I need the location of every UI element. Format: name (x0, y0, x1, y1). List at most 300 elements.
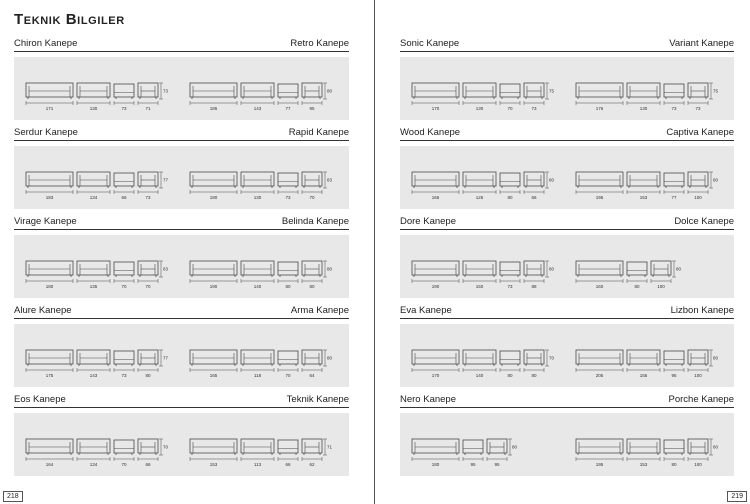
width-label: 73 (507, 284, 513, 289)
furniture-sofa2-icon (77, 261, 110, 277)
product-name-left: Serdur Kanepe (14, 127, 78, 138)
product-name-right: Rapid Kanepe (288, 127, 349, 138)
furniture-sofa2-icon (463, 172, 496, 188)
height-label: 80 (549, 177, 555, 183)
furniture-sofa2-icon (241, 83, 274, 99)
furniture-sofa3-icon (190, 439, 237, 455)
width-label: 70 (121, 284, 127, 289)
furniture-outline (241, 261, 274, 275)
furniture-outline (576, 439, 623, 453)
furniture-outline (278, 84, 298, 97)
furniture-chair-icon (664, 440, 684, 455)
furniture-outline (77, 172, 110, 186)
furniture-outline (412, 350, 459, 364)
width-label: 95 (671, 373, 677, 378)
dimension-panel (400, 413, 734, 476)
furniture-outline (664, 84, 684, 97)
furniture-arm-icon (138, 439, 158, 455)
dimension-panel (14, 57, 349, 120)
furniture-sofa2-icon (241, 172, 274, 188)
furniture-outline (500, 84, 520, 97)
furniture-chair-icon (664, 173, 684, 188)
section-header (400, 304, 734, 319)
width-label: 77 (285, 106, 291, 111)
furniture-chair-icon (463, 440, 483, 455)
furniture-sofa3-icon (190, 261, 237, 277)
product-name-left: Nero Kanepe (400, 394, 456, 405)
width-label: 80 (671, 462, 677, 467)
furniture-arm-icon (651, 261, 671, 277)
width-label: 170 (431, 373, 440, 378)
furniture-chair-icon (278, 173, 298, 188)
furniture-arm-icon (302, 83, 322, 99)
width-label: 130 (89, 106, 98, 111)
furniture-sofa3-icon (26, 439, 73, 455)
width-label: 70 (507, 106, 513, 111)
height-label: 80 (512, 444, 518, 450)
furniture-outline (77, 261, 110, 275)
furniture-outline (627, 439, 660, 453)
furniture-outline (114, 262, 134, 275)
width-label: 143 (253, 106, 262, 111)
furniture-outline (627, 262, 647, 275)
dimension-panel (14, 324, 349, 387)
section-header (14, 215, 349, 230)
section-header (14, 393, 349, 408)
width-label: 143 (89, 373, 98, 378)
furniture-chair-icon (114, 262, 134, 277)
height-label: 75 (713, 88, 719, 94)
furniture-outline (278, 262, 298, 275)
furniture-outline (463, 440, 483, 453)
furniture-outline (463, 172, 496, 186)
product-name-right: Variant Kanepe (669, 38, 734, 49)
furniture-arm-icon (138, 83, 158, 99)
furniture-chair-icon (278, 84, 298, 99)
product-name-right: Retro Kanepe (290, 38, 349, 49)
furniture-arm-icon (302, 439, 322, 455)
furniture-arm-icon (138, 350, 158, 366)
furniture-chair-icon (114, 84, 134, 99)
height-label: 80 (713, 177, 719, 183)
product-name-right: Lizbon Kanepe (670, 305, 734, 316)
dimension-drawing (14, 235, 349, 298)
section-header (400, 126, 734, 141)
width-label: 155 (639, 373, 648, 378)
dimension-panel (14, 235, 349, 298)
right-page (376, 0, 750, 504)
furniture-sofa3-icon (576, 172, 623, 188)
dimension-drawing (400, 57, 734, 120)
furniture-arm-icon (487, 439, 507, 455)
dimension-drawing (400, 146, 734, 209)
width-label: 64 (309, 373, 315, 378)
width-label: 130 (253, 195, 262, 200)
furniture-outline (664, 440, 684, 453)
height-label: 77 (163, 177, 169, 183)
furniture-outline (26, 439, 73, 453)
furniture-sofa3-icon (412, 172, 459, 188)
furniture-sofa3-icon (576, 439, 623, 455)
width-label: 165 (209, 373, 218, 378)
width-label: 100 (694, 373, 702, 378)
product-name-right: Teknik Kanepe (286, 394, 349, 405)
width-label: 70 (309, 195, 315, 200)
furniture-outline (241, 350, 274, 364)
furniture-outline (576, 261, 623, 275)
width-label: 140 (253, 284, 262, 289)
section-header (400, 393, 734, 408)
width-label: 170 (431, 106, 440, 111)
width-label: 153 (209, 462, 218, 467)
furniture-arm-icon (524, 172, 544, 188)
furniture-chair-icon (500, 173, 520, 188)
spec-section-1-3 (400, 304, 734, 387)
dimension-drawing (14, 57, 349, 120)
furniture-arm-icon (524, 261, 544, 277)
section-header (14, 126, 349, 141)
furniture-arm-icon (138, 261, 158, 277)
width-label: 190 (209, 284, 218, 289)
furniture-outline (576, 350, 623, 364)
section-header (14, 37, 349, 52)
furniture-outline (190, 350, 237, 364)
furniture-chair-icon (664, 84, 684, 99)
page-title: Teknik Bilgiler (14, 11, 125, 28)
furniture-sofa3-icon (26, 83, 73, 99)
width-label: 80 (309, 284, 315, 289)
width-label: 150 (475, 284, 484, 289)
furniture-sofa3-icon (26, 261, 73, 277)
furniture-sofa3-icon (576, 350, 623, 366)
furniture-outline (190, 261, 237, 275)
furniture-outline (190, 83, 237, 97)
spec-section-0-3 (14, 304, 349, 387)
product-name-left: Alure Kanepe (14, 305, 72, 316)
furniture-sofa2-icon (463, 350, 496, 366)
height-label: 70 (549, 355, 555, 361)
product-name-right: Porche Kanepe (668, 394, 734, 405)
furniture-outline (278, 440, 298, 453)
furniture-outline (278, 351, 298, 364)
width-label: 130 (475, 106, 484, 111)
furniture-sofa2-icon (627, 350, 660, 366)
width-label: 100 (694, 462, 702, 467)
page-divider (374, 0, 375, 504)
spec-section-1-0 (400, 37, 734, 120)
furniture-sofa3-icon (412, 350, 459, 366)
spec-section-1-2 (400, 215, 734, 298)
furniture-sofa2-icon (77, 172, 110, 188)
furniture-sofa3-icon (576, 261, 623, 277)
furniture-arm-icon (688, 350, 708, 366)
height-label: 75 (549, 88, 555, 94)
height-label: 71 (327, 444, 333, 450)
furniture-sofa2-icon (241, 350, 274, 366)
width-label: 95 (494, 462, 500, 467)
furniture-outline (77, 350, 110, 364)
width-label: 66 (145, 462, 151, 467)
width-label: 80 (634, 284, 640, 289)
product-name-left: Sonic Kanepe (400, 38, 460, 49)
width-label: 66 (285, 462, 291, 467)
spec-section-0-4 (14, 393, 349, 476)
furniture-sofa3-icon (412, 439, 459, 455)
width-label: 77 (671, 195, 677, 200)
width-label: 80 (507, 195, 513, 200)
furniture-sofa3-icon (412, 261, 459, 277)
dimension-drawing (14, 324, 349, 387)
section-header (400, 215, 734, 230)
furniture-sofa3-icon (412, 83, 459, 99)
furniture-chair-icon (114, 351, 134, 366)
furniture-outline (463, 261, 496, 275)
spec-section-0-2 (14, 215, 349, 298)
furniture-outline (190, 172, 237, 186)
spec-section-1-4 (400, 393, 734, 476)
width-label: 126 (475, 195, 484, 200)
width-label: 62 (309, 462, 315, 467)
furniture-sofa2-icon (77, 83, 110, 99)
furniture-outline (412, 172, 459, 186)
dimension-drawing (14, 146, 349, 209)
furniture-outline (664, 351, 684, 364)
furniture-outline (463, 350, 496, 364)
width-label: 195 (595, 195, 604, 200)
product-name-left: Dore Kanepe (400, 216, 456, 227)
width-label: 160 (595, 284, 604, 289)
width-label: 80 (285, 284, 291, 289)
product-name-left: Virage Kanepe (14, 216, 77, 227)
furniture-sofa2-icon (77, 350, 110, 366)
dimension-panel (14, 146, 349, 209)
width-label: 70 (145, 284, 151, 289)
height-label: 80 (713, 355, 719, 361)
dimension-panel (400, 57, 734, 120)
width-label: 66 (531, 195, 537, 200)
width-label: 180 (431, 462, 440, 467)
height-label: 80 (713, 444, 719, 450)
furniture-outline (26, 261, 73, 275)
furniture-outline (627, 350, 660, 364)
furniture-outline (576, 172, 623, 186)
furniture-sofa3-icon (26, 350, 73, 366)
furniture-chair-icon (114, 173, 134, 188)
dimension-drawing (400, 413, 734, 476)
dimension-panel (400, 146, 734, 209)
height-label: 80 (327, 355, 333, 361)
furniture-sofa3-icon (190, 83, 237, 99)
furniture-chair-icon (278, 351, 298, 366)
furniture-arm-icon (302, 350, 322, 366)
product-name-left: Eva Kanepe (400, 305, 452, 316)
left-page (0, 0, 374, 504)
furniture-arm-icon (688, 439, 708, 455)
page-number: 218 (3, 491, 23, 502)
width-label: 100 (657, 284, 665, 289)
furniture-outline (26, 172, 73, 186)
spec-section-0-0 (14, 37, 349, 120)
furniture-outline (627, 172, 660, 186)
width-label: 95 (470, 462, 476, 467)
width-label: 190 (431, 284, 440, 289)
width-label: 153 (639, 195, 648, 200)
width-label: 140 (475, 373, 484, 378)
height-label: 73 (163, 88, 169, 94)
furniture-outline (114, 84, 134, 97)
width-label: 171 (45, 106, 54, 111)
furniture-outline (576, 83, 623, 97)
furniture-arm-icon (302, 172, 322, 188)
furniture-outline (114, 440, 134, 453)
width-label: 80 (145, 373, 151, 378)
furniture-chair-icon (500, 262, 520, 277)
furniture-sofa3-icon (26, 172, 73, 188)
width-label: 88 (531, 284, 537, 289)
width-label: 73 (531, 106, 537, 111)
spec-section-0-1 (14, 126, 349, 209)
product-name-right: Dolce Kanepe (674, 216, 734, 227)
width-label: 134 (89, 462, 98, 467)
furniture-chair-icon (627, 262, 647, 277)
dimension-drawing (400, 235, 734, 298)
dimension-drawing (14, 413, 349, 476)
product-name-right: Captiva Kanepe (666, 127, 734, 138)
height-label: 80 (327, 88, 333, 94)
width-label: 176 (595, 106, 604, 111)
furniture-outline (412, 439, 459, 453)
furniture-outline (26, 83, 73, 97)
dimension-panel (14, 413, 349, 476)
furniture-outline (412, 261, 459, 275)
furniture-outline (627, 83, 660, 97)
furniture-outline (26, 350, 73, 364)
furniture-chair-icon (278, 262, 298, 277)
furniture-arm-icon (524, 83, 544, 99)
width-label: 73 (671, 106, 677, 111)
height-label: 83 (163, 266, 169, 272)
height-label: 80 (327, 266, 333, 272)
dimension-panel (400, 324, 734, 387)
furniture-sofa2-icon (627, 83, 660, 99)
width-label: 205 (595, 373, 604, 378)
furniture-chair-icon (500, 351, 520, 366)
furniture-outline (77, 439, 110, 453)
furniture-sofa2-icon (463, 83, 496, 99)
furniture-outline (190, 439, 237, 453)
width-label: 183 (45, 195, 54, 200)
height-label: 70 (163, 444, 169, 450)
furniture-arm-icon (138, 172, 158, 188)
furniture-sofa2-icon (241, 439, 274, 455)
furniture-outline (114, 173, 134, 186)
furniture-outline (77, 83, 110, 97)
furniture-outline (241, 439, 274, 453)
furniture-sofa3-icon (190, 350, 237, 366)
furniture-sofa3-icon (190, 172, 237, 188)
height-label: 80 (676, 266, 682, 272)
furniture-outline (241, 83, 274, 97)
furniture-outline (463, 83, 496, 97)
furniture-outline (114, 351, 134, 364)
width-label: 180 (209, 195, 218, 200)
width-label: 175 (45, 373, 54, 378)
width-label: 70 (121, 462, 127, 467)
furniture-chair-icon (114, 440, 134, 455)
furniture-chair-icon (664, 351, 684, 366)
width-label: 73 (695, 106, 701, 111)
width-label: 195 (595, 462, 604, 467)
furniture-sofa2-icon (77, 439, 110, 455)
product-name-left: Chiron Kanepe (14, 38, 78, 49)
furniture-outline (500, 173, 520, 186)
height-label: 77 (163, 355, 169, 361)
furniture-outline (278, 173, 298, 186)
width-label: 66 (121, 195, 127, 200)
height-label: 83 (327, 177, 333, 183)
width-label: 134 (89, 195, 98, 200)
product-name-left: Eos Kanepe (14, 394, 66, 405)
width-label: 186 (209, 106, 218, 111)
furniture-outline (664, 173, 684, 186)
width-label: 113 (253, 462, 262, 467)
width-label: 100 (694, 195, 702, 200)
furniture-sofa2-icon (627, 172, 660, 188)
width-label: 71 (145, 106, 151, 111)
width-label: 118 (253, 373, 262, 378)
furniture-sofa2-icon (627, 439, 660, 455)
furniture-outline (500, 262, 520, 275)
product-name-right: Arma Kanepe (290, 305, 349, 316)
width-label: 135 (89, 284, 98, 289)
width-label: 80 (531, 373, 537, 378)
width-label: 73 (285, 195, 291, 200)
furniture-sofa2-icon (241, 261, 274, 277)
furniture-chair-icon (278, 440, 298, 455)
width-label: 153 (639, 462, 648, 467)
furniture-arm-icon (302, 261, 322, 277)
furniture-outline (241, 172, 274, 186)
width-label: 95 (309, 106, 315, 111)
dimension-panel (400, 235, 734, 298)
width-label: 130 (639, 106, 648, 111)
product-name-left: Wood Kanepe (400, 127, 461, 138)
product-name-right: Belinda Kanepe (281, 216, 349, 227)
furniture-arm-icon (688, 172, 708, 188)
furniture-chair-icon (500, 84, 520, 99)
furniture-outline (500, 351, 520, 364)
width-label: 166 (431, 195, 440, 200)
furniture-outline (412, 83, 459, 97)
section-header (400, 37, 734, 52)
furniture-sofa3-icon (576, 83, 623, 99)
width-label: 73 (145, 195, 151, 200)
width-label: 180 (45, 284, 54, 289)
furniture-arm-icon (688, 83, 708, 99)
page-number: 219 (727, 491, 747, 502)
furniture-arm-icon (524, 350, 544, 366)
section-header (14, 304, 349, 319)
width-label: 73 (121, 106, 127, 111)
width-label: 73 (121, 373, 127, 378)
width-label: 80 (507, 373, 513, 378)
width-label: 70 (285, 373, 291, 378)
furniture-sofa2-icon (463, 261, 496, 277)
spec-section-1-1 (400, 126, 734, 209)
height-label: 80 (549, 266, 555, 272)
width-label: 164 (45, 462, 54, 467)
dimension-drawing (400, 324, 734, 387)
